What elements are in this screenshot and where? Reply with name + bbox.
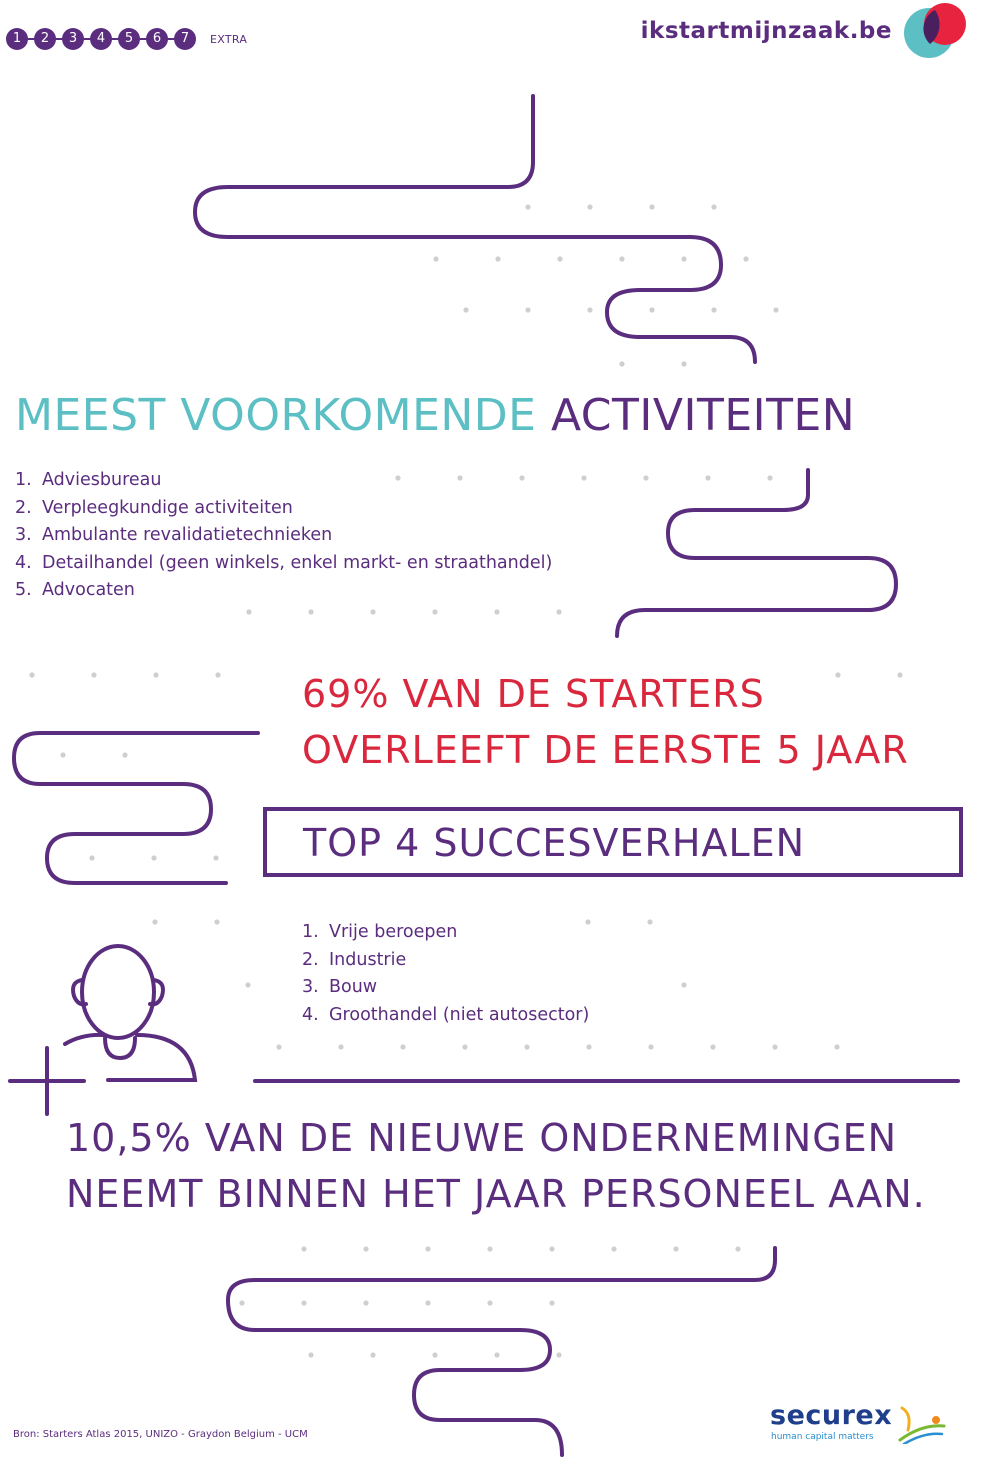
pattern-dot (213, 855, 218, 860)
activities-list (15, 470, 552, 608)
pattern-dot (524, 1044, 529, 1049)
pattern-dot (735, 1246, 740, 1251)
list-item (302, 1005, 589, 1033)
pattern-dot (214, 919, 219, 924)
pattern-dot (681, 256, 686, 261)
pattern-dot (151, 855, 156, 860)
brand-circles-icon (900, 2, 970, 60)
step-1-button[interactable]: 1 (6, 28, 28, 50)
extra-link[interactable]: EXTRA (210, 32, 248, 46)
pattern-dot (525, 204, 530, 209)
securex-swoosh-icon (898, 1404, 946, 1444)
pattern-dot (338, 1044, 343, 1049)
success-list (302, 922, 589, 1032)
activities-heading-part1: MEEST VOORKOMENDE (15, 390, 537, 441)
pattern-dot (301, 1300, 306, 1305)
pattern-dot (487, 1300, 492, 1305)
activities-heading (15, 390, 855, 441)
pattern-dot (681, 361, 686, 366)
pattern-dot (215, 672, 220, 677)
step-navigation (6, 28, 247, 50)
list-item-number: 4. (302, 1004, 319, 1025)
survival-stat-line1: 69% VAN DE STARTERS (302, 672, 765, 716)
list-item-number: 2. (302, 949, 319, 970)
wavy-line-bottom (228, 1248, 775, 1455)
pattern-dot (29, 672, 34, 677)
pattern-dot (400, 1044, 405, 1049)
pattern-dot (301, 1246, 306, 1251)
success-heading-box (263, 807, 963, 877)
pattern-dot (308, 1352, 313, 1357)
survival-stat (302, 666, 909, 778)
pattern-dot (649, 307, 654, 312)
hiring-stat-line2: NEEMT BINNEN HET JAAR PERSONEEL AAN. (66, 1172, 926, 1216)
step-4-button[interactable]: 4 (90, 28, 112, 50)
wavy-line-top (195, 96, 755, 362)
pattern-dot (495, 256, 500, 261)
step-7-button[interactable]: 7 (174, 28, 196, 50)
pattern-dot (525, 307, 530, 312)
activities-heading-part2: ACTIVITEITEN (550, 390, 856, 441)
pattern-dot (425, 1246, 430, 1251)
step-3-button[interactable]: 3 (62, 28, 84, 50)
step-6-button[interactable]: 6 (146, 28, 168, 50)
list-item (15, 525, 552, 553)
pattern-dot (772, 1044, 777, 1049)
list-item (15, 498, 552, 526)
pattern-dot (462, 1044, 467, 1049)
pattern-dot (586, 1044, 591, 1049)
list-item (302, 977, 589, 1005)
pattern-dot (60, 752, 65, 757)
pattern-dot (549, 1300, 554, 1305)
pattern-dot (648, 1044, 653, 1049)
list-item-number: 3. (15, 525, 32, 545)
pattern-dot (743, 256, 748, 261)
list-item-number: 3. (302, 977, 319, 997)
list-item-label: Industrie (329, 949, 407, 970)
pattern-dot (619, 256, 624, 261)
pattern-dot (463, 307, 468, 312)
list-item-number: 4. (15, 552, 32, 573)
pattern-dot (239, 1300, 244, 1305)
pattern-dot (710, 1044, 715, 1049)
list-item (15, 553, 552, 581)
pattern-dot (711, 307, 716, 312)
pattern-dot (557, 256, 562, 261)
pattern-dot (363, 1246, 368, 1251)
sponsor-name: securex (770, 1400, 893, 1431)
pattern-dot (487, 1246, 492, 1251)
pattern-dot (587, 307, 592, 312)
pattern-dot (432, 609, 437, 614)
pattern-dot (643, 475, 648, 480)
list-item (15, 580, 552, 608)
pattern-dot (494, 1352, 499, 1357)
list-item-number: 1. (302, 922, 319, 942)
hiring-stat (66, 1110, 926, 1222)
pattern-dot (556, 1352, 561, 1357)
list-item-label: Groothandel (niet autosector) (329, 1004, 590, 1025)
person-add-icon (10, 946, 195, 1114)
source-note: Bron: Starters Atlas 2015, UNIZO - Graydon Belgium - UCM (13, 1429, 308, 1440)
list-item (302, 922, 589, 950)
pattern-dot (276, 1044, 281, 1049)
pattern-dot (153, 672, 158, 677)
pattern-dot (432, 1352, 437, 1357)
pattern-dot (681, 982, 686, 987)
pattern-dot (647, 919, 652, 924)
pattern-dot (363, 1300, 368, 1305)
pattern-dot (246, 609, 251, 614)
pattern-dot (370, 1352, 375, 1357)
pattern-dot (91, 672, 96, 677)
list-item-label: Adviesbureau (42, 470, 162, 490)
sponsor-logo[interactable] (770, 1400, 950, 1446)
pattern-dot (581, 475, 586, 480)
success-heading: TOP 4 SUCCESVERHALEN (303, 821, 806, 865)
list-item (15, 470, 552, 498)
pattern-dot (705, 475, 710, 480)
list-item-label: Verpleegkundige activiteiten (42, 497, 293, 518)
pattern-dot (122, 752, 127, 757)
list-item-label: Bouw (329, 977, 378, 997)
pattern-dot (649, 204, 654, 209)
pattern-dot (308, 609, 313, 614)
survival-stat-line2: OVERLEEFT DE EERSTE 5 JAAR (302, 728, 909, 772)
list-item-label: Detailhandel (geen winkels, enkel markt- en straathandel) (42, 552, 553, 573)
pattern-dot (767, 475, 772, 480)
wavy-line-middle (617, 470, 896, 636)
pattern-dot (425, 1300, 430, 1305)
list-item-number: 5. (15, 580, 32, 600)
pattern-dot (89, 855, 94, 860)
pattern-dot (611, 1246, 616, 1251)
sponsor-tagline: human capital matters (771, 1432, 874, 1442)
list-item (302, 950, 589, 978)
pattern-dot (245, 982, 250, 987)
list-item-label: Vrije beroepen (329, 922, 458, 942)
list-item-label: Advocaten (42, 580, 135, 600)
pattern-dot (549, 1246, 554, 1251)
pattern-dot (773, 307, 778, 312)
pattern-dot (370, 609, 375, 614)
pattern-dot (619, 361, 624, 366)
brand-site-name[interactable]: ikstartmijnzaak.be (640, 18, 892, 44)
pattern-dot (587, 204, 592, 209)
pattern-dot (673, 1246, 678, 1251)
pattern-dot (711, 204, 716, 209)
list-item-number: 1. (15, 470, 32, 490)
pattern-dot (152, 919, 157, 924)
list-item-label: Ambulante revalidatietechnieken (42, 525, 333, 545)
pattern-dot (556, 609, 561, 614)
list-item-number: 2. (15, 497, 32, 518)
pattern-dot (834, 1044, 839, 1049)
step-5-button[interactable]: 5 (118, 28, 140, 50)
step-2-button[interactable]: 2 (34, 28, 56, 50)
wavy-line-left (14, 733, 258, 883)
pattern-dot (494, 609, 499, 614)
hiring-stat-line1: 10,5% VAN DE NIEUWE ONDERNEMINGEN (66, 1116, 898, 1160)
pattern-dot (433, 256, 438, 261)
